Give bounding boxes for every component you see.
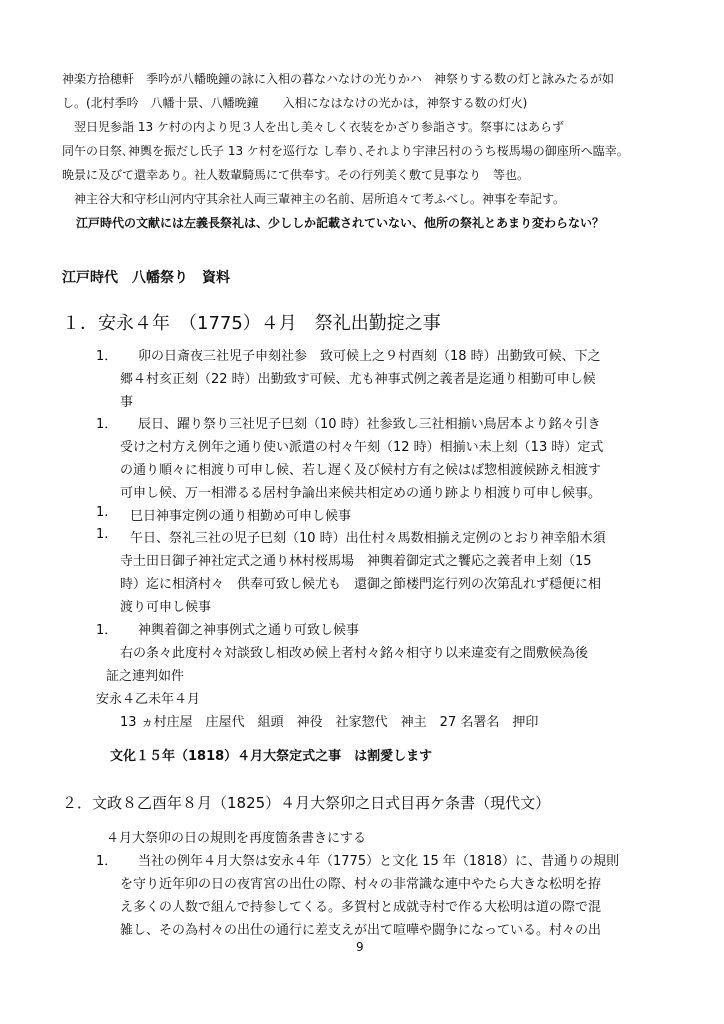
item-1-line-3: 事 — [120, 395, 134, 410]
item-3-marker: 1. — [96, 505, 109, 520]
item-1-line-2: 郷４村亥正刻（22 時）出勤致す可候、尤も神事式例之義者是迄通り相勤可申し候 — [120, 372, 596, 387]
page-number: 9 — [356, 940, 364, 954]
item-4-marker: 1. — [96, 527, 109, 542]
intro-line-5: 晩景に及びて還幸あり。社人数輩騎馬にて供奉す。その行列美く敷て見事なり 等也。 — [62, 168, 530, 182]
item-5-line-1: 神輿着御之神事例式之通り可致し候事 — [138, 623, 360, 638]
item-2-line-1: 辰日、躍り祭り三社児子巳刻（10 時）社参致し三社相揃い鳥居本より銘々引き — [138, 417, 601, 432]
item-2-line-2: 受け之村方え例年之通り使い派遣の村々午刻（12 時）相揃い未上刻（13 時）定式 — [120, 440, 604, 455]
item-6-line-3: え多くの人数で組んで持参してくる。多賀村と成就寺村で作る大松明は道の際で混 — [120, 900, 602, 915]
item-2-line-4: 可申し候、万一相滞るる居村争論出来候共相定めの通り跡より相渡り可申し候事。 — [120, 486, 602, 501]
intro-line-1: 神楽方拾穂軒 季吟が八幡晩鐘の詠に入相の暮なハなけの光りかハ 神祭りする数の灯と詠みたるが如 — [62, 72, 615, 86]
item-2-marker: 1． — [96, 417, 118, 432]
heading-1: １．安永４年 （1775）４月 祭礼出勤掟之事 — [62, 313, 441, 334]
closing-line-2: 証之連判如件 — [106, 669, 185, 684]
item-1-line-1: 卯の日斎夜三社児子申刻社参 致可候上之９村酉刻（18 時）出勤致可候、下之 — [138, 349, 601, 364]
item-5-marker: 1． — [96, 623, 118, 638]
item-3-line-1: 巳日神事定例の通り相勤め可申し候事 — [130, 509, 352, 524]
intro-line-4: 同午の日祭､神輿を振だし氏子 13 ケ村を巡行な し奉り､それより宇津呂村のうち桜馬場の御座所へ臨幸。 — [62, 144, 629, 158]
closing-date: 安永４乙未年４月 — [96, 692, 201, 707]
sub-intro: ４月大祭卯の日の規則を再度箇条書きにする — [106, 831, 367, 846]
item-4-line-4: 渡り可申し候事 — [120, 600, 212, 615]
closing-signers: 13 ヵ村庄屋 庄屋代 組頭 神役 社家惣代 神主 27 名署名 押印 — [120, 715, 539, 730]
intro-line-7: 江戸時代の文献には左義長祭礼は、少ししか記載されていない、他所の祭礼とあまり変わらない？ — [76, 216, 605, 230]
item-6-line-4: 雑し、その為村々の出仕の通行に差支えが出て喧嘩や闘争になっている。村々の出 — [120, 923, 602, 938]
item-6-line-1: 当社の例年４月大祭は安永４年（1775）と文化 15 年（1818）に、昔通りの規則 — [138, 854, 619, 869]
intro-line-3: 翌日児参詣 13 ケ村の内より児３人を出し美々しく衣装をかざり参詣さす。祭事にはあらず — [74, 120, 564, 134]
item-1-marker: 1． — [96, 349, 118, 364]
item-4-line-3: 時）迄に相済村々 供奉可致し候尤も 還御之節楼門迄行列の次第乱れず穏便に相 — [120, 577, 602, 592]
item-4-line-1: 午日、祭礼三社の児子巳刻（10 時）出仕村々馬数相揃え定例のとおり神幸船木須 — [130, 531, 606, 546]
item-2-line-3: の通り順々に相渡り可申し候、若し遅く及び候村方有之候はば惣相渡候跡え相渡す — [120, 463, 602, 478]
closing-line-1: 右の条々此度村々対談致し相改め候上者村々銘々相守り以来違変有之間敷候為後 — [120, 646, 589, 661]
item-6-line-2: を守り近年卯の日の夜宵宮の出仕の際、村々の非常識な連中やたら大きな松明を拵 — [120, 877, 602, 892]
heading-2: ２．文政８乙酉年８月（1825）４月大祭卯之日式目再ケ条書（現代文） — [62, 794, 551, 812]
item-6-marker: 1． — [96, 854, 118, 869]
intro-line-2: し。(北村季吟 八幡十景、八幡晩鐘 入相になはなけの光かは，神祭する数の灯火) — [62, 96, 528, 110]
section-title: 江戸時代 八幡祭り 資料 — [62, 270, 230, 286]
omission-note: 文化１５年（1818）４月大祭定式之事 は割愛します — [110, 749, 433, 764]
item-4-line-2: 寺土田日御子神社定式之通り林村桜馬場 神輿着御定式之饗応之義者申上刻（15 — [120, 554, 592, 569]
intro-line-6: 神主谷大和守杉山河内守其余社人両三輩神主の名前、居所追々て考ふべし。神事を奉記す。 — [74, 192, 566, 206]
